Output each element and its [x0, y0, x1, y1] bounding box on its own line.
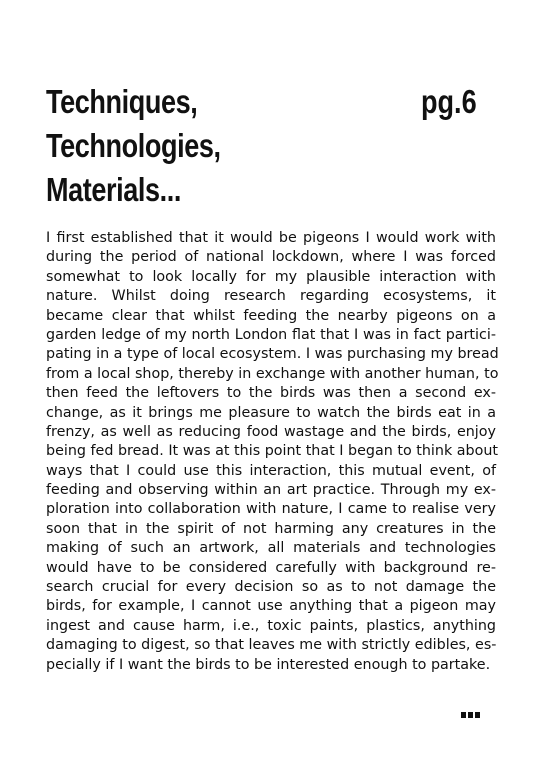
body-line: change, as it brings me pleasure to watch the birds eat in a: [46, 404, 496, 421]
body-line: ingest and cause harm, i.e., toxic paints, plastics, anything: [46, 617, 496, 634]
body-line: being fed bread. It was at this point that I began to think about: [46, 443, 499, 460]
section-heading: [46, 80, 221, 212]
ellipsis-dot: [468, 712, 473, 718]
body-line: feeding and observing within an art practice. Through my ex-: [46, 482, 496, 499]
heading-line-3: Materials...: [46, 171, 181, 208]
ellipsis-dot: [461, 712, 466, 718]
body-line: I first established that it would be pigeons I would work with: [46, 230, 496, 246]
body-line: ways that I could use this interaction, this mutual event, of: [46, 462, 496, 479]
body-line: search crucial for every decision so as to not damage the: [46, 579, 496, 596]
body-paragraph: [46, 229, 499, 675]
body-line: ploration into collaboration with nature, I came to realise very: [46, 501, 496, 518]
body-line: damaging to digest, so that leaves me with strictly edibles, es-: [46, 637, 497, 654]
body-line: became clear that whilst feeding the nearby pigeons on a: [46, 307, 496, 324]
body-line: soon that in the spirit of not harming any creatures in the: [46, 520, 496, 537]
body-line: birds, for example, I cannot use anything that a pigeon may: [46, 598, 496, 615]
body-line: frenzy, as well as reducing food wastage and the birds, enjoy: [46, 423, 496, 440]
body-line: garden ledge of my north London flat that I was in fact partici-: [46, 326, 496, 343]
ellipsis-dot: [475, 712, 480, 718]
body-line: somewhat to look locally for my plausible interaction with: [46, 268, 496, 285]
continuation-ellipsis-icon: [461, 712, 481, 720]
body-line: pating in a type of local ecosystem. I was purchasing my bread: [46, 346, 499, 363]
body-line: then feed the leftovers to the birds was then a second ex-: [46, 385, 496, 402]
body-line: nature. Whilst doing research regarding ecosystems, it: [46, 288, 496, 305]
body-line: pecially if I want the birds to be interested enough to partake.: [46, 656, 491, 673]
body-line: making of such an artwork, all materials and technologies: [46, 540, 496, 557]
body-line: from a local shop, thereby in exchange with another human, to: [46, 365, 499, 382]
heading-line-1: Techniques,: [46, 83, 198, 120]
page-number: pg.6: [421, 83, 477, 120]
body-line: would have to be considered carefully with background re-: [46, 559, 496, 576]
body-line: during the period of national lockdown, where I was forced: [46, 249, 496, 266]
heading-line-2: Technologies,: [46, 127, 221, 164]
